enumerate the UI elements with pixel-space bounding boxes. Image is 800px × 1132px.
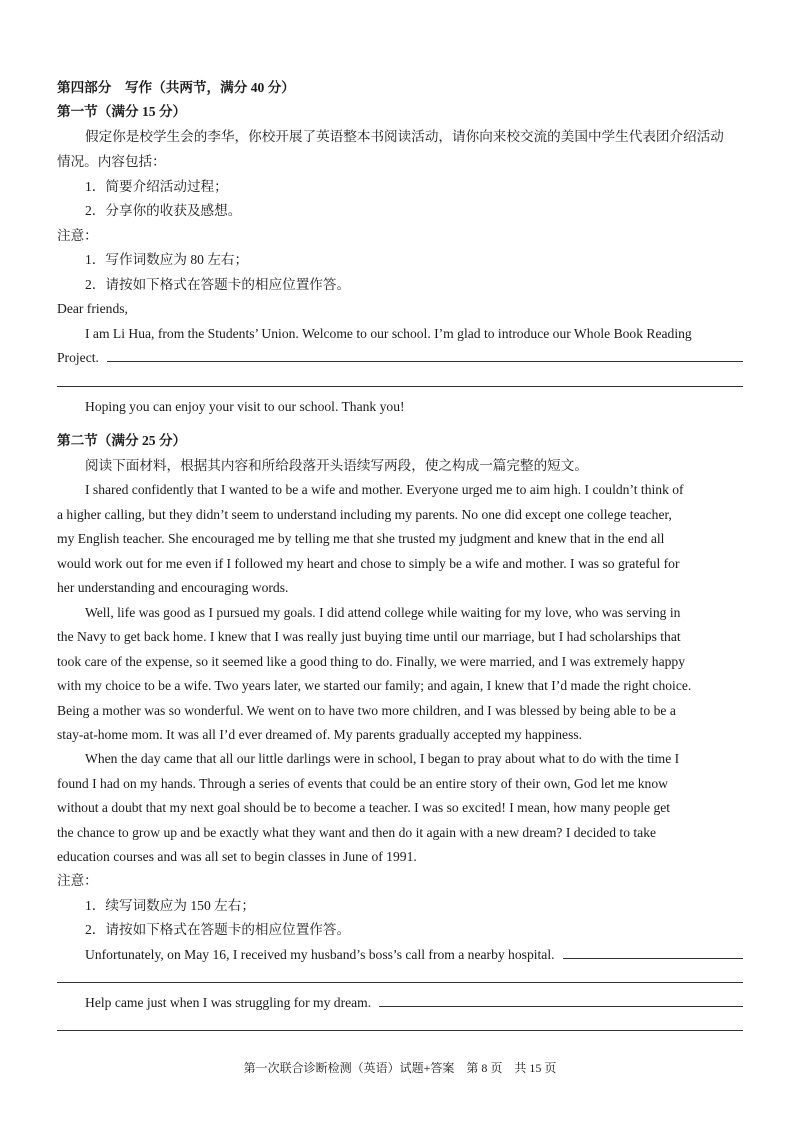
passage-line: the chance to grow up and be exactly what they want and then do it again with a new dream? I decided to take bbox=[57, 825, 657, 840]
passage-line: with my choice to be a wife. Two years later, we started our family; and again, I knew that I’d made the right choice. bbox=[57, 678, 692, 693]
note-label: 注意： bbox=[57, 228, 98, 243]
answer-line bbox=[57, 1030, 743, 1031]
page-footer: 第一次联合诊断检测（英语）试题+答案 第 8 页 共 15 页 bbox=[243, 1061, 557, 1075]
passage-line: When the day came that all our little darlings were in school, I began to pray about what to do with the time I bbox=[85, 751, 680, 766]
passage-line: a higher calling, but they didn’t seem to understand including my parents. No one did except one college teacher, bbox=[57, 507, 672, 522]
content-point: 1．简要介绍活动过程； bbox=[85, 179, 228, 194]
letter-opening-text: Project. bbox=[57, 350, 99, 365]
section2-instruction: 阅读下面材料，根据其内容和所给段落开头语续写两段，使之构成一篇完整的短文。 bbox=[85, 458, 588, 473]
continuation-starter-1 bbox=[57, 946, 743, 964]
note-item: 2．请按如下格式在答题卡的相应位置作答。 bbox=[85, 277, 351, 292]
answer-blank bbox=[563, 946, 743, 959]
starter-text: Unfortunately, on May 16, I received my husband’s boss’s call from a nearby hospital. bbox=[85, 947, 555, 962]
passage-line: found I had on my hands. Through a series of events that could be an entire story of their own, God let me know bbox=[57, 776, 668, 791]
answer-blank bbox=[379, 994, 743, 1007]
letter-opening-last-line bbox=[57, 349, 743, 367]
letter-greeting: Dear friends, bbox=[57, 301, 128, 316]
section1-title: 第一节（满分 15 分） bbox=[57, 104, 187, 119]
answer-line bbox=[57, 386, 743, 387]
passage-line: her understanding and encouraging words. bbox=[57, 580, 289, 595]
passage-line: would work out for me even if I followed my heart and chose to simply be a wife and mother. I was so grateful for bbox=[57, 556, 680, 571]
part4-title: 第四部分 写作（共两节，满分 40 分） bbox=[57, 80, 295, 95]
note-label: 注意： bbox=[57, 873, 98, 888]
section1-prompt-line: 假定你是校学生会的李华，你校开展了英语整本书阅读活动，请你向来校交流的美国中学生代表团介绍活动 bbox=[85, 129, 724, 144]
section2-title: 第二节（满分 25 分） bbox=[57, 433, 187, 448]
passage-line: Well, life was good as I pursued my goals. I did attend college while waiting for my love, who was serving in bbox=[85, 605, 681, 620]
answer-blank bbox=[107, 349, 743, 362]
passage-line: my English teacher. She encouraged me by telling me that she trusted my judgment and knew that in the end all bbox=[57, 531, 665, 546]
passage-line: stay-at-home mom. It was all I’d ever dreamed of. My parents gradually accepted my happiness. bbox=[57, 727, 583, 742]
passage-line: I shared confidently that I wanted to be a wife and mother. Everyone urged me to aim high. I couldn’t think of bbox=[85, 482, 684, 497]
note-item: 1．续写词数应为 150 左右； bbox=[85, 898, 255, 913]
letter-opening-line: I am Li Hua, from the Students’ Union. Welcome to our school. I’m glad to introduce our Whole Book Reading bbox=[85, 326, 692, 341]
section1-prompt-line: 情况。内容包括： bbox=[57, 154, 166, 169]
starter-text: Help came just when I was struggling for my dream. bbox=[85, 995, 372, 1010]
continuation-starter-2 bbox=[57, 994, 743, 1012]
passage-line: Being a mother was so wonderful. We went on to have two more children, and I was blessed by being able to be a bbox=[57, 703, 676, 718]
answer-line bbox=[57, 982, 743, 983]
passage-line: education courses and was all set to begin classes in June of 1991. bbox=[57, 849, 417, 864]
passage-line: the Navy to get back home. I knew that I was really just buying time until our marriage, but I had scholarships that bbox=[57, 629, 681, 644]
letter-closing: Hoping you can enjoy your visit to our school. Thank you! bbox=[85, 399, 405, 414]
note-item: 2．请按如下格式在答题卡的相应位置作答。 bbox=[85, 922, 351, 937]
passage-line: without a doubt that my next goal should be to become a teacher. I was so excited! I mean, how many people get bbox=[57, 800, 671, 815]
passage-line: took care of the expense, so it seemed like a good thing to do. Finally, we were married, and I was extremely happy bbox=[57, 654, 686, 669]
content-point: 2．分享你的收获及感想。 bbox=[85, 203, 242, 218]
note-item: 1．写作词数应为 80 左右； bbox=[85, 252, 249, 267]
